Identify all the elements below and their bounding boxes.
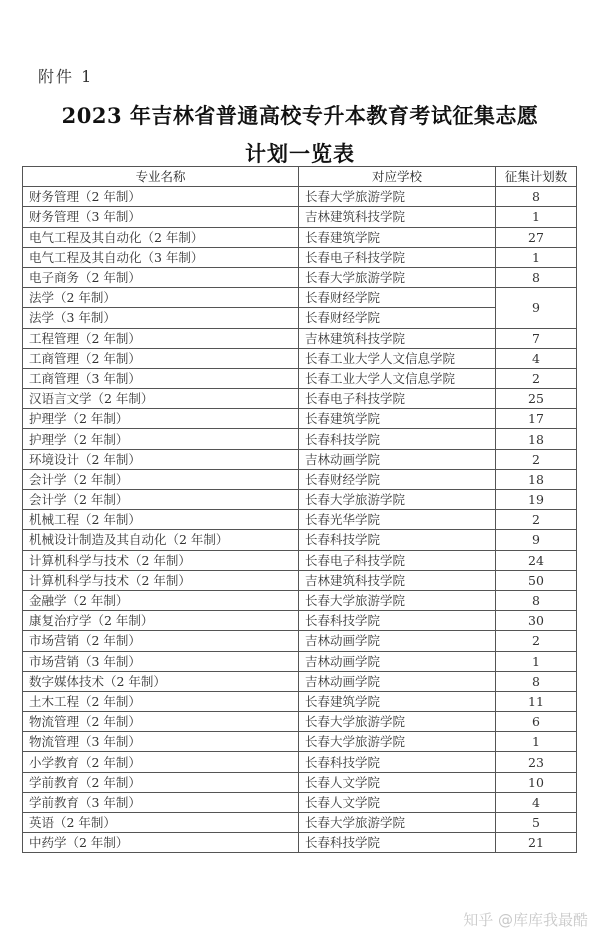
table-row (23, 631, 577, 651)
cell-major: 计算机科学与技术（2 年制） (23, 570, 299, 590)
cell-major: 学前教育（3 年制） (23, 792, 299, 812)
header-school: 对应学校 (299, 167, 496, 187)
cell-major: 财务管理（2 年制） (23, 187, 299, 207)
cell-major: 金融学（2 年制） (23, 590, 299, 610)
cell-school: 长春财经学院 (299, 469, 496, 489)
cell-count: 24 (496, 550, 577, 570)
cell-major: 工程管理（2 年制） (23, 328, 299, 348)
cell-major: 电气工程及其自动化（2 年制） (23, 227, 299, 247)
cell-major: 工商管理（2 年制） (23, 348, 299, 368)
attachment-label: 附件 1 (38, 67, 94, 86)
cell-school: 长春电子科技学院 (299, 247, 496, 267)
cell-count: 23 (496, 752, 577, 772)
table-row (23, 590, 577, 610)
table-row (23, 389, 577, 409)
cell-major: 电子商务（2 年制） (23, 267, 299, 287)
header-major: 专业名称 (23, 167, 299, 187)
table-row (23, 510, 577, 530)
table-row (23, 308, 577, 328)
cell-count: 11 (496, 691, 577, 711)
table-row (23, 651, 577, 671)
cell-school: 长春科技学院 (299, 530, 496, 550)
cell-count: 19 (496, 490, 577, 510)
table-row (23, 449, 577, 469)
table-row (23, 691, 577, 711)
cell-major: 康复治疗学（2 年制） (23, 611, 299, 631)
cell-count: 4 (496, 348, 577, 368)
table-row (23, 570, 577, 590)
table-row (23, 671, 577, 691)
table-row (23, 490, 577, 510)
cell-major: 会计学（2 年制） (23, 469, 299, 489)
cell-count: 2 (496, 510, 577, 530)
cell-major: 市场营销（2 年制） (23, 631, 299, 651)
cell-count: 6 (496, 712, 577, 732)
cell-school: 长春光华学院 (299, 510, 496, 530)
table-row (23, 409, 577, 429)
table-row (23, 752, 577, 772)
cell-school: 长春科技学院 (299, 752, 496, 772)
cell-school: 长春大学旅游学院 (299, 732, 496, 752)
cell-major: 机械设计制造及其自动化（2 年制） (23, 530, 299, 550)
cell-school: 长春工业大学人文信息学院 (299, 368, 496, 388)
table-row (23, 833, 577, 853)
cell-school: 吉林建筑科技学院 (299, 570, 496, 590)
cell-school: 长春大学旅游学院 (299, 712, 496, 732)
cell-major: 机械工程（2 年制） (23, 510, 299, 530)
cell-school: 长春建筑学院 (299, 409, 496, 429)
table-row (23, 792, 577, 812)
cell-school: 长春人文学院 (299, 772, 496, 792)
cell-count: 50 (496, 570, 577, 590)
table-row (23, 772, 577, 792)
table-header-row (23, 167, 577, 187)
header-count: 征集计划数 (496, 167, 577, 187)
table-row (23, 550, 577, 570)
cell-count: 1 (496, 732, 577, 752)
table-row (23, 469, 577, 489)
table-row (23, 813, 577, 833)
cell-major: 工商管理（3 年制） (23, 368, 299, 388)
cell-major: 财务管理（3 年制） (23, 207, 299, 227)
table-row (23, 247, 577, 267)
cell-count: 30 (496, 611, 577, 631)
cell-major: 护理学（2 年制） (23, 429, 299, 449)
document-title-line2: 计划一览表 (245, 141, 355, 166)
table-row (23, 207, 577, 227)
cell-school: 长春建筑学院 (299, 691, 496, 711)
cell-major: 土木工程（2 年制） (23, 691, 299, 711)
cell-count: 27 (496, 227, 577, 247)
cell-school: 长春建筑学院 (299, 227, 496, 247)
table-row (23, 288, 577, 308)
cell-major: 电气工程及其自动化（3 年制） (23, 247, 299, 267)
enrollment-plan-table (22, 166, 577, 853)
table-row (23, 429, 577, 449)
cell-major: 环境设计（2 年制） (23, 449, 299, 469)
zhihu-watermark: 知乎 @库库我最酷 (463, 911, 588, 929)
cell-school: 长春科技学院 (299, 611, 496, 631)
cell-count: 25 (496, 389, 577, 409)
cell-count: 9 (496, 530, 577, 550)
table-row (23, 348, 577, 368)
cell-major: 护理学（2 年制） (23, 409, 299, 429)
cell-school: 长春科技学院 (299, 833, 496, 853)
cell-count: 18 (496, 429, 577, 449)
table-row (23, 732, 577, 752)
table-row (23, 368, 577, 388)
cell-count: 1 (496, 247, 577, 267)
cell-major: 物流管理（2 年制） (23, 712, 299, 732)
cell-school: 长春财经学院 (299, 308, 496, 328)
cell-major: 市场营销（3 年制） (23, 651, 299, 671)
cell-major: 英语（2 年制） (23, 813, 299, 833)
cell-major: 中药学（2 年制） (23, 833, 299, 853)
cell-school: 长春大学旅游学院 (299, 187, 496, 207)
cell-school: 长春电子科技学院 (299, 389, 496, 409)
cell-count: 4 (496, 792, 577, 812)
cell-count: 1 (496, 651, 577, 671)
cell-major: 法学（2 年制） (23, 288, 299, 308)
cell-major: 物流管理（3 年制） (23, 732, 299, 752)
cell-school: 吉林建筑科技学院 (299, 207, 496, 227)
table-row (23, 712, 577, 732)
cell-major: 小学教育（2 年制） (23, 752, 299, 772)
cell-count: 10 (496, 772, 577, 792)
cell-major: 法学（3 年制） (23, 308, 299, 328)
cell-count: 2 (496, 368, 577, 388)
cell-major: 学前教育（2 年制） (23, 772, 299, 792)
table-row (23, 328, 577, 348)
document-title-line1: 2023 年吉林省普通高校专升本教育考试征集志愿 (61, 103, 539, 128)
cell-count: 8 (496, 187, 577, 207)
cell-count: 18 (496, 469, 577, 489)
cell-major: 数字媒体技术（2 年制） (23, 671, 299, 691)
cell-major: 会计学（2 年制） (23, 490, 299, 510)
cell-count: 8 (496, 590, 577, 610)
cell-school: 吉林动画学院 (299, 449, 496, 469)
table-row (23, 611, 577, 631)
cell-count: 9 (496, 288, 577, 328)
cell-major: 汉语言文学（2 年制） (23, 389, 299, 409)
cell-school: 吉林动画学院 (299, 671, 496, 691)
table-row (23, 187, 577, 207)
cell-count: 2 (496, 631, 577, 651)
cell-count: 17 (496, 409, 577, 429)
table-row (23, 227, 577, 247)
cell-count: 21 (496, 833, 577, 853)
cell-school: 吉林动画学院 (299, 651, 496, 671)
cell-school: 吉林动画学院 (299, 631, 496, 651)
cell-school: 长春大学旅游学院 (299, 813, 496, 833)
table-row (23, 530, 577, 550)
cell-count: 2 (496, 449, 577, 469)
cell-school: 吉林建筑科技学院 (299, 328, 496, 348)
cell-count: 5 (496, 813, 577, 833)
cell-count: 8 (496, 267, 577, 287)
cell-school: 长春财经学院 (299, 288, 496, 308)
cell-school: 长春大学旅游学院 (299, 267, 496, 287)
cell-school: 长春电子科技学院 (299, 550, 496, 570)
cell-count: 8 (496, 671, 577, 691)
cell-school: 长春大学旅游学院 (299, 590, 496, 610)
cell-school: 长春人文学院 (299, 792, 496, 812)
cell-major: 计算机科学与技术（2 年制） (23, 550, 299, 570)
cell-school: 长春工业大学人文信息学院 (299, 348, 496, 368)
table-row (23, 267, 577, 287)
cell-school: 长春科技学院 (299, 429, 496, 449)
cell-count: 1 (496, 207, 577, 227)
cell-school: 长春大学旅游学院 (299, 490, 496, 510)
cell-count: 7 (496, 328, 577, 348)
